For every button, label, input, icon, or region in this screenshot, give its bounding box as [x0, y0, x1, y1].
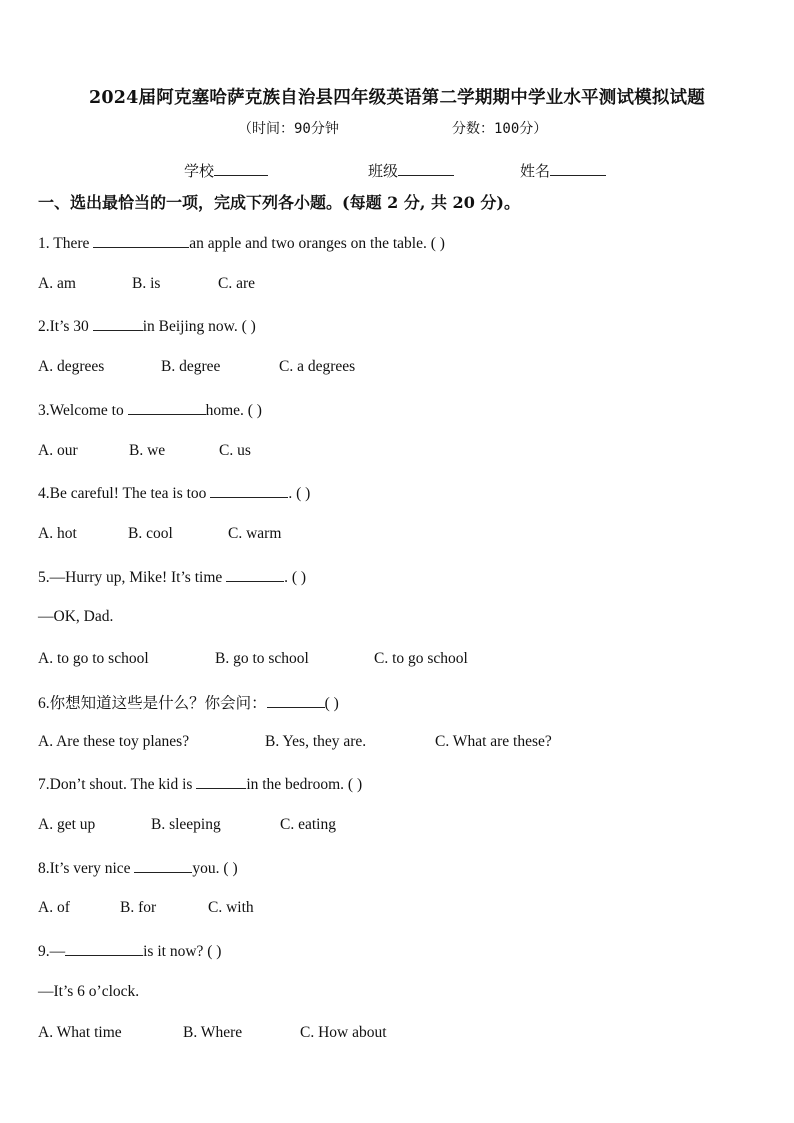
question-text: an apple and two oranges on the table. ( ): [189, 235, 445, 252]
option-c: C. us: [219, 442, 251, 459]
school-blank: [214, 161, 268, 176]
option-a: A. What time: [38, 1024, 122, 1041]
question-8: [38, 858, 238, 878]
option-b: B. sleeping: [151, 816, 221, 833]
name-label: 姓名: [520, 164, 551, 180]
question-text: ( ): [324, 695, 339, 712]
options-4: [38, 525, 282, 543]
option-c: C. are: [218, 275, 256, 292]
question-text: in the bedroom. ( ): [246, 776, 363, 793]
answer-blank: [134, 858, 192, 873]
question-text: 7.Don’t shout. The kid is: [38, 776, 197, 793]
question-text: 9.—: [38, 943, 66, 960]
answer-blank: [128, 400, 206, 415]
question-2: [38, 316, 256, 336]
answer-blank: [65, 941, 143, 956]
answer-blank: [210, 483, 288, 498]
answer-blank: [196, 774, 246, 789]
option-c: C. What are these?: [435, 733, 552, 750]
option-c: C. How about: [300, 1024, 387, 1041]
time-limit: （时间：90分钟: [238, 121, 339, 137]
option-a: A. Are these toy planes?: [38, 733, 190, 750]
section-heading: 一、选出最恰当的一项，完成下列各小题。(每题 2 分, 共 20 分)。: [38, 193, 520, 212]
question-text: 1. There: [38, 235, 94, 252]
options-5: [38, 650, 468, 668]
option-b: B. Yes, they are.: [265, 733, 367, 750]
question-3: [38, 400, 262, 420]
answer-blank: [267, 693, 325, 708]
option-c: C. a degrees: [279, 358, 356, 375]
options-8: [38, 899, 254, 917]
option-b: B. we: [129, 442, 166, 459]
question-text: 8.It’s very nice: [38, 860, 135, 877]
question-text: 3.Welcome to: [38, 402, 128, 419]
reply-9: —It’s 6 o’clock.: [38, 983, 140, 1000]
question-text: you. ( ): [192, 860, 238, 877]
option-a: A. to go to school: [38, 650, 149, 667]
options-7: [38, 816, 336, 834]
school-field: [184, 160, 268, 181]
question-text: 4.Be careful! The tea is too: [38, 485, 211, 502]
total-score: 分数：100分）: [452, 121, 548, 137]
option-b: B. degree: [161, 358, 221, 375]
name-field: [520, 160, 606, 181]
name-blank: [550, 161, 606, 176]
option-a: A. hot: [38, 525, 77, 542]
option-a: A. of: [38, 899, 70, 916]
question-text: is it now? ( ): [143, 943, 222, 960]
question-7: [38, 774, 362, 794]
answer-blank: [93, 233, 189, 248]
exam-title: 2024届阿克塞哈萨克族自治县四年级英语第二学期期中学业水平测试模拟试题: [89, 88, 705, 108]
question-text: home. ( ): [205, 402, 262, 419]
options-3: [38, 442, 251, 460]
options-1: [38, 275, 256, 293]
option-b: B. Where: [183, 1024, 243, 1041]
option-a: A. am: [38, 275, 76, 292]
option-c: C. with: [208, 899, 254, 916]
question-text: in Beijing now. ( ): [142, 318, 256, 335]
class-field: [368, 160, 454, 181]
question-1: [38, 233, 445, 253]
question-text: . ( ): [288, 485, 311, 502]
option-c: C. warm: [228, 525, 282, 542]
answer-blank: [93, 316, 143, 331]
option-a: A. degrees: [38, 358, 105, 375]
question-6: [38, 691, 339, 713]
option-a: A. our: [38, 442, 78, 459]
option-b: B. cool: [128, 525, 173, 542]
question-text: . ( ): [284, 569, 307, 586]
question-9: [38, 941, 221, 961]
option-b: B. for: [120, 899, 157, 916]
question-text: 2.It’s 30: [38, 318, 93, 335]
question-4: [38, 483, 310, 503]
options-9: [38, 1024, 387, 1042]
option-b: B. is: [132, 275, 161, 292]
reply-5: —OK, Dad.: [38, 608, 114, 625]
class-label: 班级: [368, 164, 399, 180]
options-2: [38, 358, 356, 376]
answer-blank: [226, 567, 284, 582]
option-c: C. to go school: [374, 650, 468, 667]
question-text: 5.—Hurry up, Mike! It’s time: [38, 569, 227, 586]
question-5: [38, 567, 306, 587]
option-b: B. go to school: [215, 650, 309, 667]
option-c: C. eating: [280, 816, 336, 833]
class-blank: [398, 161, 454, 176]
options-6: [38, 733, 552, 751]
question-text: 6.你想知道这些是什么？你会问：: [38, 695, 267, 712]
option-a: A. get up: [38, 816, 96, 833]
school-label: 学校: [184, 164, 215, 180]
